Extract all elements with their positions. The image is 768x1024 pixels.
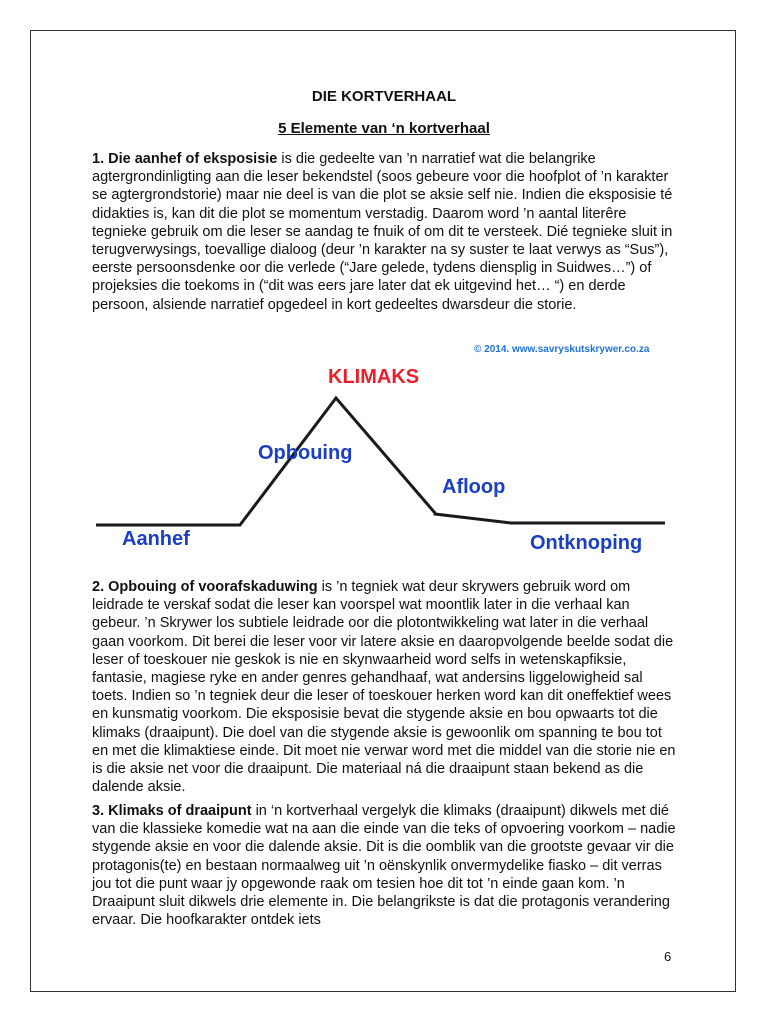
label-climax: KLIMAKS	[328, 366, 420, 388]
page-number: 6	[664, 949, 672, 964]
label-exposition: Aanhef	[122, 528, 190, 550]
section-exposition-heading: 1. Die aanhef of eksposisie	[92, 151, 278, 167]
section-rising-action-heading: 2. Opbouing of voorafskaduwing	[92, 579, 318, 595]
label-falling-action: Afloop	[442, 476, 506, 498]
label-resolution: Ontknoping	[530, 532, 643, 554]
diagram-copyright: © 2014. www.savryskutskrywer.co.za	[474, 344, 650, 355]
section-rising-action-paragraph	[92, 578, 677, 796]
section-exposition-body: is die gedeelte van ’n narratief wat die belangrike agtergrondinligting aan die leser bekendstel (soos gebeure voor die hoofplot of ’n karakter se agtergrondstorie) maar nie deel is van die plot se aksie self nie. Indien die eksposisie té didakties is, kan dit die plot se momentum verstadig. Daarom word ’n aantal literêre tegnieke gebruik om die leser se aandag te fnuik of om dit te versteek. Dié tegnieke sluit in terugverwysings, toevallige dialoog (deur ’n karakter na sy suster te laat verwys as “Sus”), eerste persoonsdenke oor die verlede (“Jare gelede, tydens diensplig in Suidwes…”) of projeksies die toekoms in (“dit was eers jare later dat ek uitgevind het… “) en derde persoon, alsiende narratief opgedeel in kort gedeeltes dwarsdeur die storie.	[92, 151, 673, 313]
plot-structure-diagram	[90, 340, 690, 565]
section-rising-action-body: is ’n tegniek wat deur skrywers gebruik word om leidrade te verskaf sodat die leser kan voorspel wat moontlik later in die verhaal kan gebeur. ’n Skrywer los subtiele leidrade oor die plotontwikkeling wat later in die verhaal gaan voorkom. Dit berei die leser voor vir latere aksie en daaropvolgende beelde sodat die leser of toeskouer nie geskok is nie en skynwaarheid word selfs in wetenskapfiksie, fantasie, magiese ryke en ander genres gehandhaaf, wat andersins liggelowigheid sal toets. Indien so ’n tegniek deur die leser of toeskouer herken word kan dit oneffektief wees en kunsmatig voorkom. Die eksposisie bevat die stygende aksie en bou opwaarts tot die klimaks (draaipunt). Die doel van die stygende aksie is gewoonlik om spanning te bou tot en met die klimaktiese einde. Dit moet nie verwar word met die middel van die storie nie en is die aksie net voor die draaipunt. Die materiaal ná die draaipunt staan bekend as die dalende aksie.	[92, 579, 676, 796]
document-title: DIE KORTVERHAAL	[311, 88, 457, 105]
label-rising-action: Opbouing	[258, 442, 353, 464]
document-subtitle: 5 Elemente van ‘n kortverhaal	[278, 120, 490, 137]
section-climax-body: in ‘n kortverhaal vergelyk die klimaks (draaipunt) dikwels met dié van die klassieke komedie wat na aan die einde van die teks of opvoering voorkom – nadie stygende aksie en voor die dalende aksie. Dit is die oomblik van die grootste gevaar vir die protagonis(te) en bestaan normaalweg uit ’n oënskynlik onvermydelike fiasko – dit verras jou tot die punt waar jy opgewonde raak om tesien hoe dit tot ’n einde gaan kom. ’n Draaipunt sluit dikwels drie elemente in. Die belangrikste is dat die protagonis verandering ervaar. Die hoofkarakter ontdek iets	[92, 803, 676, 929]
section-climax-heading: 3. Klimaks of draaipunt	[92, 803, 252, 819]
plot-line	[96, 398, 665, 525]
section-climax-paragraph	[92, 802, 677, 929]
section-exposition-paragraph	[92, 150, 677, 314]
